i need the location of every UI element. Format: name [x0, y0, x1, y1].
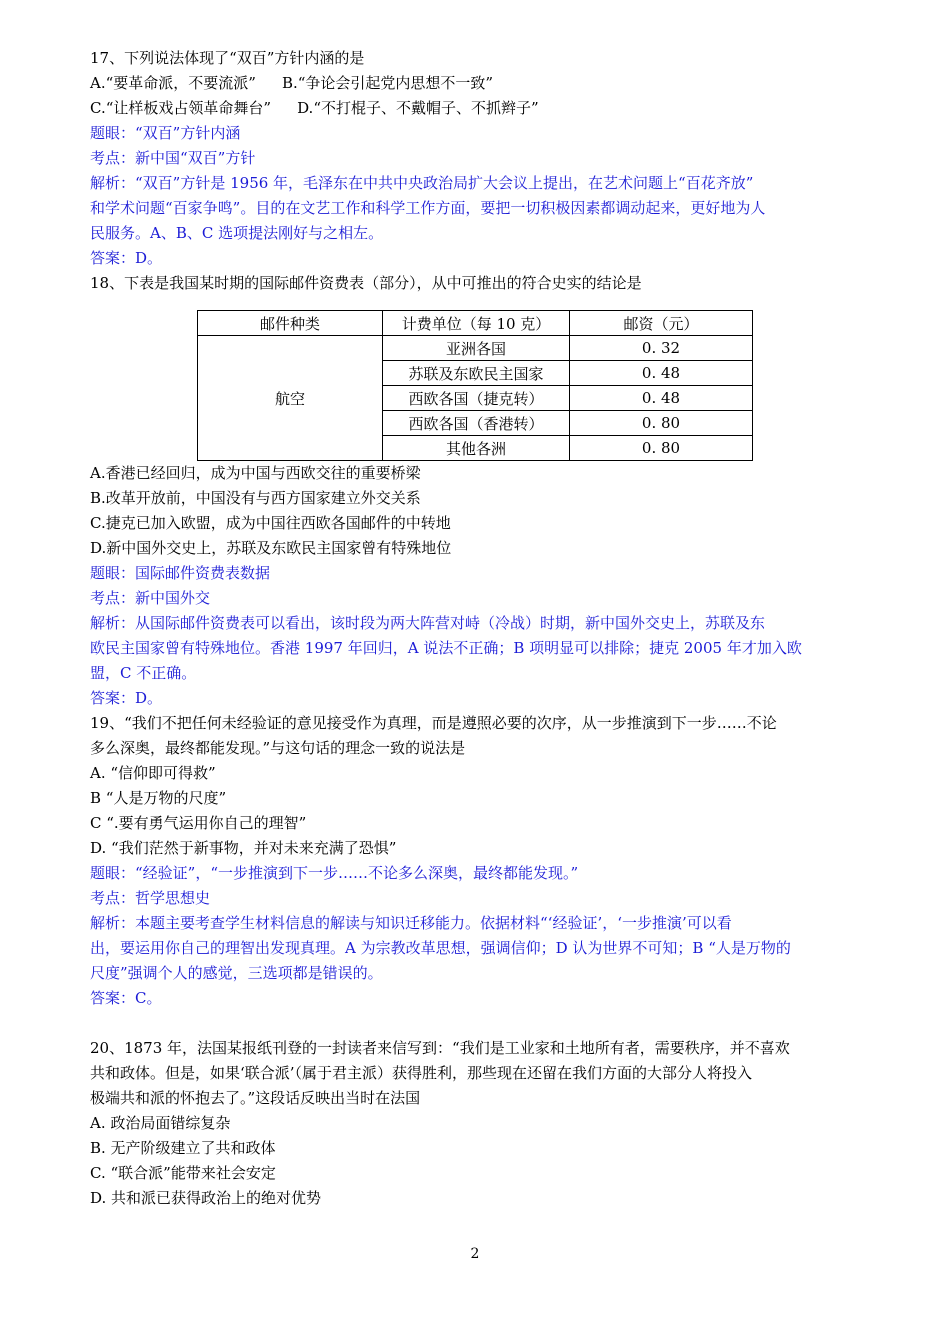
table-cell-fee: 0. 48 [570, 361, 753, 386]
page-number: 2 [470, 1246, 480, 1262]
q20-option-a: A. 政治局面错综复杂 [90, 1114, 231, 1132]
q18-option-b: B.改革开放前，中国没有与西方国家建立外交关系 [90, 489, 421, 507]
table-cell-fee: 0. 48 [570, 386, 753, 411]
q17-option-c: C.“让样板戏占领革命舞台” [90, 99, 272, 117]
q20-stem-line-3: 极端共和派的怀抱去了。”这段话反映出当时在法国 [90, 1089, 421, 1107]
table-cell-unit: 西欧各国（香港转） [383, 411, 570, 436]
q20-option-d: D. 共和派已获得政治上的绝对优势 [90, 1189, 322, 1207]
q20-stem-line-1: 20、1873 年，法国某报纸刊登的一封读者来信写到：“我们是工业家和土地所有者，需要秩序，并不喜欢 [90, 1039, 790, 1057]
q19-stem-line-2: 多么深奥，最终都能发现。”与这句话的理念一致的说法是 [90, 739, 466, 757]
postage-table [197, 310, 753, 461]
table-row [198, 336, 753, 361]
q17-stem: 17、下列说法体现了“双百”方针内涵的是 [90, 49, 365, 67]
q17-option-a: A.“要革命派，不要流派” [90, 74, 256, 92]
q18-jiexi-line-3: 盟，C 不正确。 [90, 664, 197, 682]
q17-jiexi-line-1: 解析：“双百”方针是 1956 年，毛泽东在中共中央政治局扩大会议上提出，在艺术问题上“百花齐放” [90, 174, 754, 192]
table-cell-unit: 亚洲各国 [383, 336, 570, 361]
q17-kaodian: 考点：新中国“双百”方针 [90, 149, 256, 167]
table-cell-category: 航空 [198, 336, 383, 461]
q19-option-c: C “.要有勇气运用你自己的理智” [90, 814, 307, 832]
table-header-unit: 计费单位（每 10 克） [383, 311, 570, 336]
q18-jiexi-line-2: 欧民主国家曾有特殊地位。香港 1997 年回归，A 说法不正确；B 项明显可以排除；捷克 2005 年才加入欧 [90, 639, 802, 657]
q18-jiexi-line-1: 解析：从国际邮件资费表可以看出，该时段为两大阵营对峙（冷战）时期，新中国外交史上，苏联及东 [90, 614, 766, 632]
q19-jiexi-line-2: 出，要运用你自己的理智出发现真理。A 为宗教改革思想，强调信仰；D 认为世界不可知；B “人是万物的 [90, 939, 791, 957]
table-header-fee: 邮资（元） [570, 311, 753, 336]
q17-jiexi-line-3: 民服务。A、B、C 选项提法刚好与之相左。 [90, 224, 384, 242]
q18-stem: 18、下表是我国某时期的国际邮件资费表（部分），从中可推出的符合史实的结论是 [90, 274, 642, 292]
q19-stem-line-1: 19、“我们不把任何未经验证的意见接受作为真理，而是遵照必要的次序，从一步推演到下一步……不论 [90, 714, 777, 732]
q20-option-c: C. “联合派”能带来社会安定 [90, 1164, 276, 1182]
q17-answer: 答案：D。 [90, 249, 163, 267]
q20-stem-line-2: 共和政体。但是，如果‘联合派’（属于君主派）获得胜利，那些现在还留在我们方面的大部分人将投入 [90, 1064, 753, 1082]
q17-option-b: B.“争论会引起党内思想不一致” [281, 74, 494, 92]
q20-option-b: B. 无产阶级建立了共和政体 [90, 1139, 276, 1157]
q18-answer: 答案：D。 [90, 689, 163, 707]
q19-jiexi-line-1: 解析：本题主要考查学生材料信息的解读与知识迁移能力。依据材料“‘经验证’，‘一步推演’可以看 [90, 914, 732, 932]
q19-answer: 答案：C。 [90, 989, 162, 1007]
q17-option-d: D.“不打棍子、不戴帽子、不抓辫子” [297, 99, 539, 117]
table-cell-fee: 0. 80 [570, 436, 753, 461]
q17-options-cd [90, 96, 870, 121]
q17-options-ab [90, 71, 870, 96]
q19-tiyan: 题眼：“经验证”，“一步推演到下一步……不论多么深奥，最终都能发现。” [90, 864, 579, 882]
table-cell-unit: 西欧各国（捷克转） [383, 386, 570, 411]
q19-jiexi-line-3: 尺度”强调个人的感觉，三选项都是错误的。 [90, 964, 383, 982]
q18-option-d: D.新中国外交史上，苏联及东欧民主国家曾有特殊地位 [90, 539, 452, 557]
table-header-type: 邮件种类 [198, 311, 383, 336]
q19-kaodian: 考点：哲学思想史 [90, 889, 211, 907]
q18-kaodian: 考点：新中国外交 [90, 589, 211, 607]
q19-option-d: D. “我们茫然于新事物，并对未来充满了恐惧” [90, 839, 397, 857]
q18-option-c: C.捷克已加入欧盟，成为中国往西欧各国邮件的中转地 [90, 514, 451, 532]
table-cell-fee: 0. 80 [570, 411, 753, 436]
q19-option-b: B “人是万物的尺度” [90, 789, 227, 807]
q18-tiyan: 题眼：国际邮件资费表数据 [90, 564, 271, 582]
document-page [90, 46, 870, 1211]
q17-tiyan: 题眼：“双百”方针内涵 [90, 124, 241, 142]
table-cell-fee: 0. 32 [570, 336, 753, 361]
q18-option-a: A.香港已经回归，成为中国与西欧交往的重要桥梁 [90, 464, 421, 482]
q19-option-a: A. “信仰即可得救” [90, 764, 216, 782]
table-header-row [198, 311, 753, 336]
table-cell-unit: 其他各洲 [383, 436, 570, 461]
q17-jiexi-line-2: 和学术问题“百家争鸣”。目的在文艺工作和科学工作方面，要把一切积极因素都调动起来，更好地为人 [90, 199, 766, 217]
table-cell-unit: 苏联及东欧民主国家 [383, 361, 570, 386]
